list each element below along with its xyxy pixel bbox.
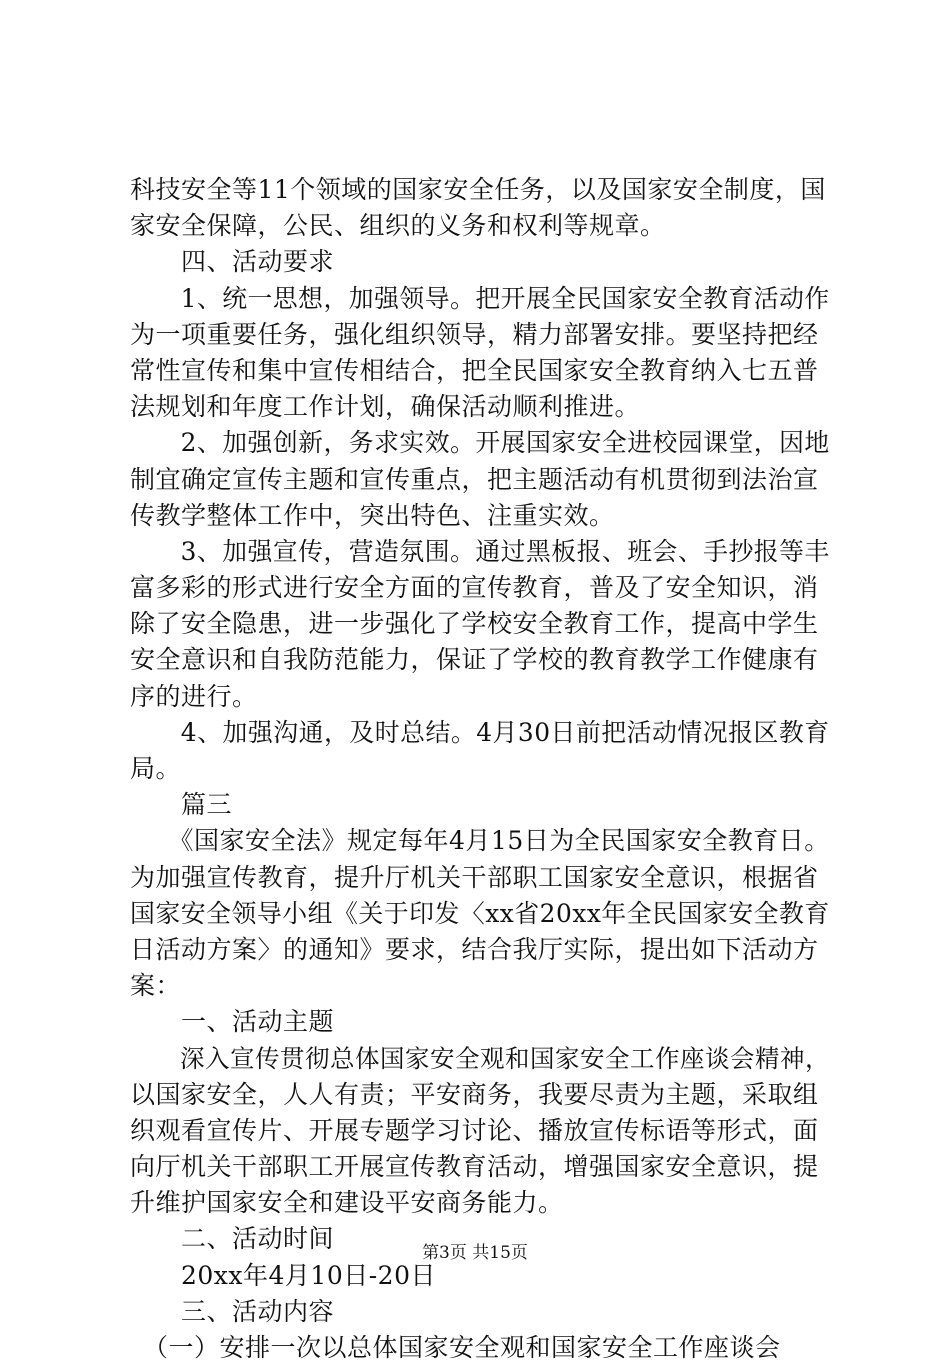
text-line: 织观看宣传片、开展专题学习讨论、播放宣传标语等形式，面 (130, 1115, 819, 1145)
text-line: （一）安排一次以总体国家安全观和国家安全工作座谈会 (130, 1333, 781, 1362)
section-heading: 一、活动主题 (130, 1007, 335, 1037)
text-line: 序的进行。 (130, 681, 258, 711)
text-line: 家安全保障，公民、组织的义务和权利等规章。 (130, 211, 666, 241)
text-line: 为加强宣传教育，提升厅机关干部职工国家安全意识，根据省 (130, 862, 819, 892)
document-body (130, 172, 830, 1366)
text-line: 制宜确定宣传主题和宣传重点，把主题活动有机贯彻到法治宣 (130, 464, 819, 494)
text-line: 为一项重要任务，强化组织领导，精力部署安排。要坚持把经 (130, 319, 819, 349)
text-line: 科技安全等11个领域的国家安全任务，以及国家安全制度，国 (130, 175, 826, 204)
text-line: 局。 (130, 754, 182, 783)
text-line: 2、加强创新，务求实效。开展国家安全进校园课堂，因地 (130, 428, 830, 458)
text-line: 法规划和年度工作计划，确保活动顺利推进。 (130, 392, 641, 422)
text-line: 安全意识和自我防范能力，保证了学校的教育教学工作健康有 (130, 645, 819, 675)
text-line: 20xx年4月10日-20日 (130, 1260, 436, 1290)
text-line: 富多彩的形式进行安全方面的宣传教育，普及了安全知识，消 (130, 573, 819, 603)
text-line: 常性宣传和集中宣传相结合，把全民国家安全教育纳入七五普 (130, 355, 819, 385)
section-heading: 篇三 (130, 790, 233, 820)
text-line: 传教学整体工作中，突出特色、注重实效。 (130, 500, 615, 530)
text-line: 《国家安全法》规定每年4月15日为全民国家安全教育日。 (130, 826, 830, 856)
text-line: 以国家安全，人人有责；平安商务，我要尽责为主题，采取组 (130, 1079, 819, 1109)
text-line: 深入宣传贯彻总体国家安全观和国家安全工作座谈会精神， (130, 1043, 830, 1073)
text-line: 升维护国家安全和建设平安商务能力。 (130, 1188, 564, 1218)
page-number-footer: 第3页 共15页 (422, 1243, 528, 1263)
text-line: 向厅机关干部职工开展宣传教育活动，增强国家安全意识，提 (130, 1152, 819, 1182)
text-line: 1、统一思想，加强领导。把开展全民国家安全教育活动作 (130, 283, 830, 313)
section-heading: 二、活动时间 (130, 1224, 335, 1254)
text-line: 4、加强沟通，及时总结。4月30日前把活动情况报区教育 (130, 717, 830, 747)
text-line: 国家安全领导小组《关于印发〈xx省20xx年全民国家安全教育 (130, 898, 830, 928)
section-heading: 三、活动内容 (130, 1296, 335, 1326)
text-line: 日活动方案〉的通知》要求，结合我厅实际，提出如下活动方 (130, 934, 819, 964)
section-heading: 四、活动要求 (130, 247, 335, 277)
text-line: 除了安全隐患，进一步强化了学校安全教育工作，提高中学生 (130, 609, 819, 639)
text-line: 3、加强宣传，营造氛围。通过黑板报、班会、手抄报等丰 (130, 536, 830, 566)
text-line: 案： (130, 971, 182, 1001)
